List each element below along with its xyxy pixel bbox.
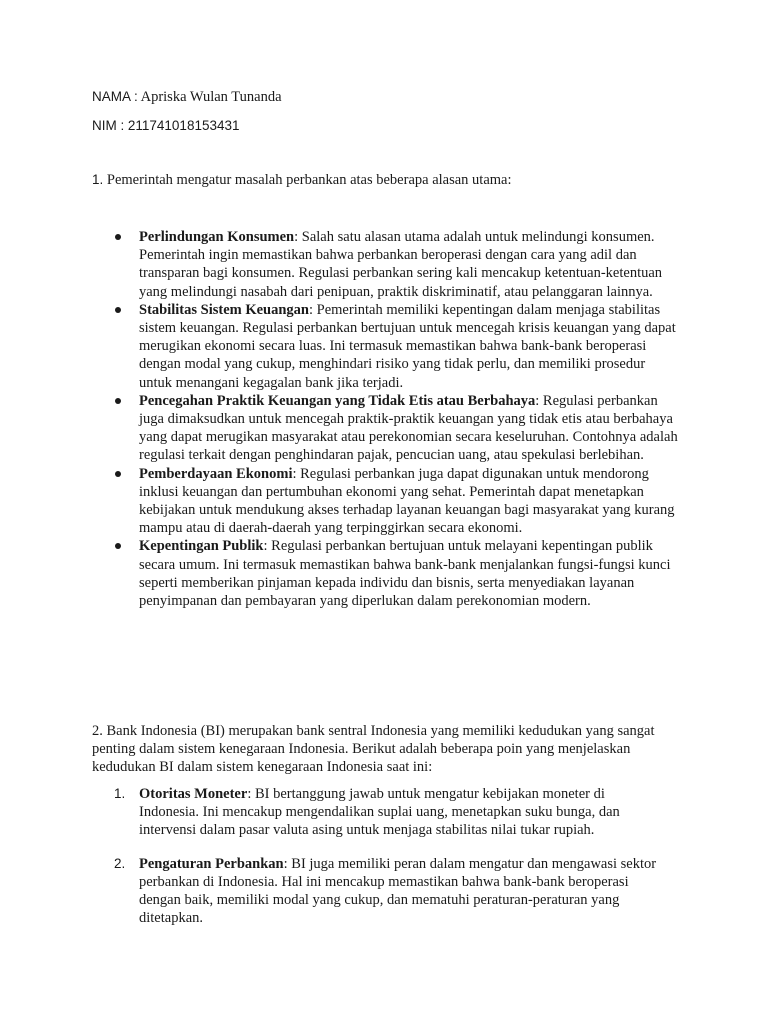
name-line <box>92 88 282 106</box>
question-1-bullet-list <box>139 228 679 610</box>
bullet-text: : Pemerintah memiliki kepentingan dalam menjaga stabilitas sistem keuangan. Regulasi perbankan bertujuan untuk mencegah krisis keuangan yang dapat merugikan ekonomi secara luas. Ini termasuk memastikan bahwa bank-bank beroperasi dengan modal yang cukup, menghindari risiko yang tidak perlu, dan memiliki prosedur untuk menangani kegagalan bank jika terjadi. <box>139 301 676 391</box>
bullet-icon <box>115 234 121 240</box>
numbered-item <box>114 855 664 928</box>
item-title: Otoritas Moneter <box>139 786 248 802</box>
bullet-title: Stabilitas Sistem Keuangan <box>139 301 309 318</box>
bullet-item <box>139 392 679 465</box>
bullet-icon <box>115 398 121 404</box>
question-2-intro: 2. Bank Indonesia (BI) merupakan bank sentral Indonesia yang memiliki kedudukan yang sangat penting dalam sistem kenegaraan Indonesia. Berikut adalah beberapa poin yang menjelaskan kedudukan BI dalam sistem kenegaraan Indonesia saat ini: <box>92 723 655 776</box>
nim-line <box>92 117 240 135</box>
question-1-number: 1. <box>92 172 104 187</box>
bullet-item <box>139 537 679 610</box>
item-number: 1. <box>114 786 126 801</box>
nim-label: NIM : <box>92 118 125 133</box>
bullet-text: : Regulasi perbankan juga dapat digunakan untuk mendorong inklusi keuangan dan pertumbuhan ekonomi yang sehat. Pemerintah dapat menetapkan kebijakan untuk mendukung akses terhadap layanan keuangan bagi masyarakat yang kurang mampu atau di daerah-daerah yang terpinggirkan secara ekonomi. <box>139 465 675 537</box>
bullet-icon <box>115 543 121 549</box>
numbered-item <box>114 785 664 840</box>
bullet-title: Pencegahan Praktik Keuangan yang Tidak Etis atau Berbahaya <box>139 392 536 409</box>
bullet-item <box>139 228 679 301</box>
bullet-item <box>139 301 679 392</box>
bullet-title: Perlindungan Konsumen <box>139 229 295 245</box>
nim-value: 211741018153431 <box>127 118 240 133</box>
item-text: : BI bertanggung jawab untuk mengatur kebijakan moneter di Indonesia. Ini mencakup mengendalikan suplai uang, menetapkan suku bunga, dan intervensi dalam pasar valuta asing untuk menjaga stabilitas nilai tukar rupiah. <box>139 786 620 839</box>
bullet-text: : Salah satu alasan utama adalah untuk melindungi konsumen. Pemerintah ingin memastikan bahwa perbankan beroperasi dengan cara yang adil dan transparan bagi konsumen. Regulasi perbankan sering kali mencakup ketentuan-ketentuan yang melindungi nasabah dari penipuan, praktik diskriminatif, atau pelanggaran lainnya. <box>139 229 663 300</box>
name-value: Apriska Wulan Tunanda <box>140 89 282 105</box>
bullet-text: : Regulasi perbankan juga dimaksudkan untuk mencegah praktik-praktik keuangan yang tidak etis atau berbahaya yang dapat merugikan masyarakat atau perekonomian secara keseluruhan. Contohnya adalah regulasi terkait dengan penghindaran pajak, pencucian uang, atau spekulasi berlebihan. <box>139 392 678 464</box>
question-1-intro <box>92 171 692 189</box>
question-1-text: Pemerintah mengatur masalah perbankan atas beberapa alasan utama: <box>106 172 512 188</box>
bullet-icon <box>115 307 121 313</box>
item-title: Pengaturan Perbankan <box>139 855 284 872</box>
item-text: : BI juga memiliki peran dalam mengatur dan mengawasi sektor perbankan di Indonesia. Hal ini mencakup memastikan bahwa bank-bank beroperasi dengan baik, memiliki modal yang cukup, dan mematuhi peraturan-peraturan yang ditetapkan. <box>139 855 657 927</box>
item-number: 2. <box>114 855 126 871</box>
bullet-title: Kepentingan Publik <box>139 538 264 555</box>
name-label: NAMA : <box>92 89 138 104</box>
bullet-item <box>139 465 679 538</box>
question-2-numbered-list <box>114 785 664 942</box>
bullet-text: : Regulasi perbankan bertujuan untuk melayani kepentingan publik secara umum. Ini termasuk memastikan bahwa bank-bank menjalankan fungsi-fungsi kunci seperti memberikan pinjaman kepada individu dan bisnis, serta menyediakan layanan penyimpanan dan pembayaran yang diperlukan dalam perekonomian modern. <box>139 538 671 610</box>
bullet-title: Pemberdayaan Ekonomi <box>139 465 293 482</box>
bullet-icon <box>115 471 121 477</box>
